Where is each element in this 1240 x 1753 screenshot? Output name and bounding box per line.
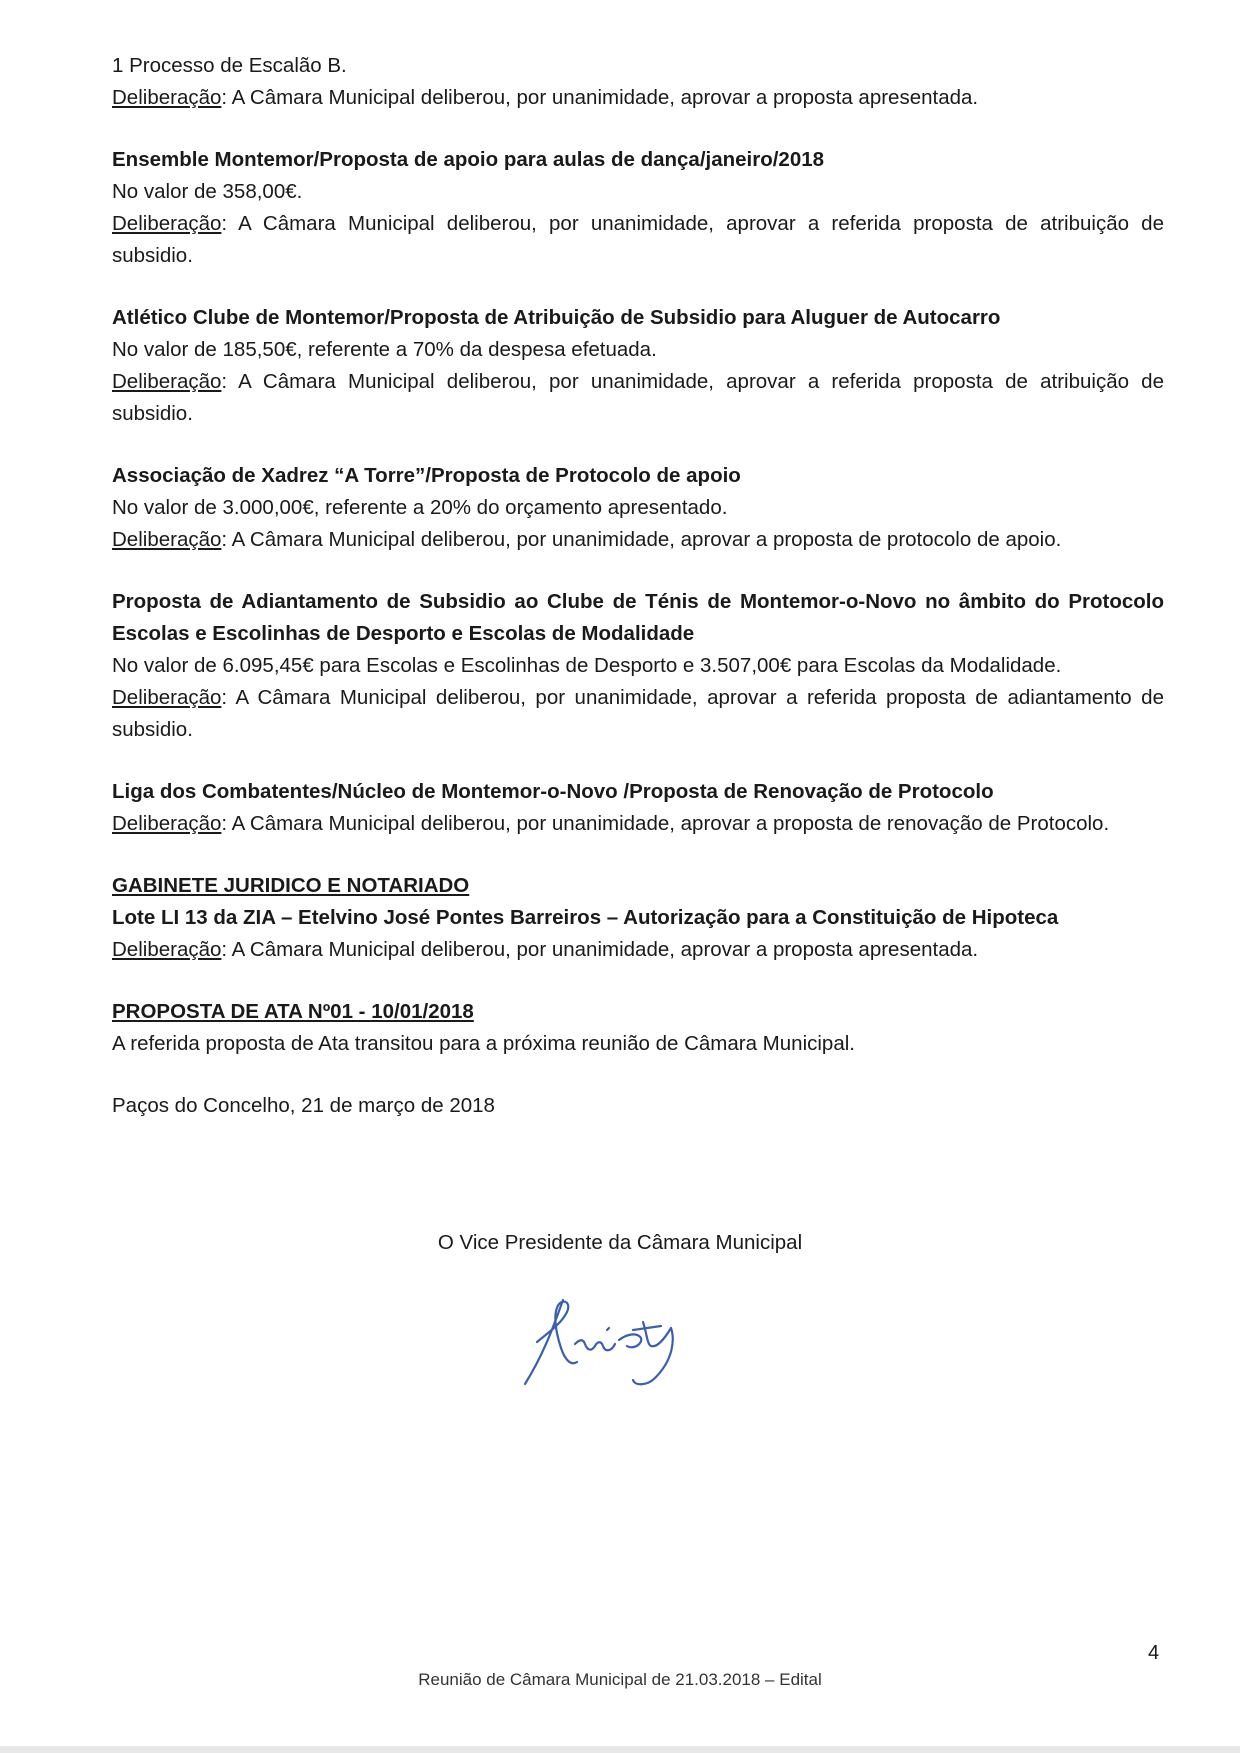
deliberation-text: : A Câmara Municipal deliberou, por unanimidade, aprovar a referida proposta de atribuição de subsidio. [112,370,1164,425]
item-deliberation [112,808,1164,840]
item-title: Ensemble Montemor/Proposta de apoio para aulas de dança/janeiro/2018 [112,148,825,171]
deliberation-label: Deliberação [112,528,222,551]
item-deliberation [112,524,1164,556]
item-value: No valor de 3.000,00€, referente a 20% do orçamento apresentado. [112,496,728,519]
deliberation-label: Deliberação [112,938,222,961]
deliberation-label: Deliberação [112,686,222,709]
deliberation-text: : A Câmara Municipal deliberou, por unanimidade, aprovar a proposta de renovação de Protocolo. [221,812,1110,835]
item-title: Proposta de Adiantamento de Subsidio ao Clube de Ténis de Montemor-o-Novo no âmbito do Protocolo Escolas e Escolinhas de Desporto e Escolas de Modalidade [112,590,1164,645]
item-title: Liga dos Combatentes/Núcleo de Montemor-o-Novo /Proposta de Renovação de Protocolo [112,780,994,803]
place-date: Paços do Concelho, 21 de março de 2018 [112,1094,495,1117]
page-number: 4 [1148,1642,1160,1664]
ata-text: A referida proposta de Ata transitou para a próxima reunião de Câmara Municipal. [112,1032,855,1055]
document-body [112,50,1164,1122]
item-deliberation [112,682,1164,746]
signature-image [515,1282,715,1392]
page-footer: Reunião de Câmara Municipal de 21.03.2018 – Edital [418,1670,822,1689]
deliberation-text: : A Câmara Municipal deliberou, por unanimidade, aprovar a referida proposta de atribuição de subsidio. [112,212,1164,267]
item-title: Lote LI 13 da ZIA – Etelvino José Pontes Barreiros – Autorização para a Constituição de Hipoteca [112,906,1059,929]
deliberation-text: : A Câmara Municipal deliberou, por unanimidade, aprovar a proposta apresentada. [221,86,979,109]
deliberation-label: Deliberação [112,86,222,109]
deliberation-label: Deliberação [112,370,222,393]
item-deliberation [112,934,1164,966]
deliberation-label: Deliberação [112,212,222,235]
deliberation-label: Deliberação [112,812,222,835]
item-value: No valor de 6.095,45€ para Escolas e Escolinhas de Desporto e 3.507,00€ para Escolas da Modalidade. [112,654,1062,677]
deliberation-text: : A Câmara Municipal deliberou, por unanimidade, aprovar a proposta de protocolo de apoio. [221,528,1062,551]
section-heading-gabinete: GABINETE JURIDICO E NOTARIADO [112,874,470,897]
deliberation-text: : A Câmara Municipal deliberou, por unanimidade, aprovar a proposta apresentada. [221,938,979,961]
signatory-title: O Vice Presidente da Câmara Municipal [437,1231,803,1254]
deliberation-text: : A Câmara Municipal deliberou, por unanimidade, aprovar a referida proposta de adiantamento de subsidio. [112,686,1164,741]
item-value: No valor de 358,00€. [112,180,303,203]
intro-deliberation [112,82,1164,114]
section-heading-ata: PROPOSTA DE ATA Nº01 - 10/01/2018 [112,1000,474,1023]
item-title: Associação de Xadrez “A Torre”/Proposta de Protocolo de apoio [112,464,741,487]
scan-edge [0,1746,1240,1753]
item-title: Atlético Clube de Montemor/Proposta de Atribuição de Subsidio para Aluguer de Autocarro [112,306,1001,329]
item-deliberation [112,208,1164,272]
intro-line: 1 Processo de Escalão B. [112,54,347,77]
item-deliberation [112,366,1164,430]
item-value: No valor de 185,50€, referente a 70% da despesa efetuada. [112,338,657,361]
